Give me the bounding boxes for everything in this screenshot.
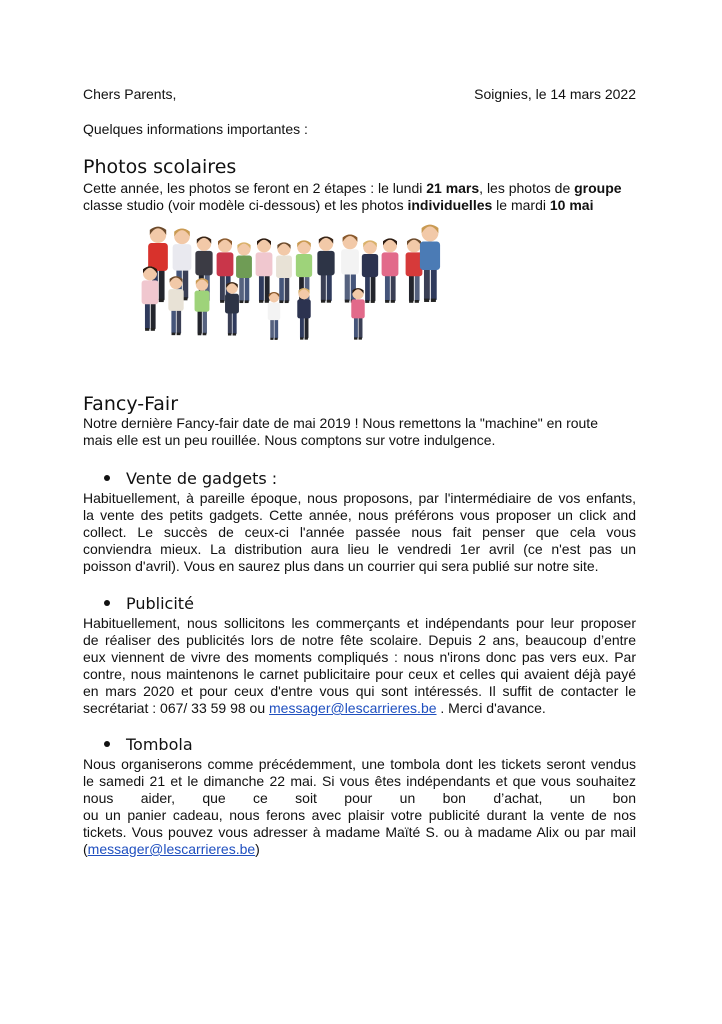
pub-line-5: en mars 2020 et pour ceux d'entre vous qui sont intéressés. Il suffit de contacter le bbox=[83, 683, 636, 699]
pub-line-2: de réaliser des publicités lors de notre fête scolaire. Depuis 2 ans, beaucoup d’entre bbox=[83, 632, 636, 648]
fancy-line-2: mais elle est un peu rouillée. Nous comptons sur votre indulgence. bbox=[83, 432, 496, 448]
bullet-icon bbox=[104, 600, 110, 606]
intro-text: Quelques informations importantes : bbox=[83, 121, 308, 137]
pub-line-3: eux viennent de vivre des moments compliqués : nous n'irons donc pas vers eux. Par bbox=[83, 649, 636, 665]
class-group-photo bbox=[132, 221, 452, 349]
photos-line-1: Cette année, les photos se feront en 2 étapes : le lundi 21 mars, les photos de groupe bbox=[83, 180, 622, 196]
bullet-icon bbox=[104, 741, 110, 747]
gadgets-line-4: conviendra mieux. La distribution aura lieu le vendredi 1er avril (ce n'est pas un bbox=[83, 541, 636, 557]
tombola-line-1: Nous organiserons comme précédemment, une tombola dont les tickets seront vendus bbox=[83, 756, 636, 772]
pub-line-1: Habituellement, nous sollicitons les commerçants et indépendants pour leur proposer bbox=[83, 615, 636, 631]
pub-line-6: secrétariat : 067/ 33 59 98 ou messager@lescarrieres.be . Merci d'avance. bbox=[83, 700, 546, 716]
tombola-line-6: (messager@lescarrieres.be) bbox=[83, 841, 260, 857]
gadgets-line-3: collect. Le succès de ceux-ci l'année passée nous fait penser que cela vous bbox=[83, 524, 636, 540]
tombola-line-2: le samedi 21 et le dimanche 22 mai. Si vous êtes indépendants et que vous souhaitez bbox=[83, 773, 636, 789]
pub-heading: Publicité bbox=[104, 594, 194, 613]
fancy-fair-heading: Fancy-Fair bbox=[83, 393, 178, 415]
tombola-email-link[interactable]: messager@lescarrieres.be bbox=[87, 841, 256, 857]
tombola-line-5: tickets. Vous pouvez vous adresser à madame Maïté S. ou à madame Alix ou par mail bbox=[83, 824, 636, 840]
tombola-heading: Tombola bbox=[104, 735, 193, 754]
place-date: Soignies, le 14 mars 2022 bbox=[474, 86, 636, 102]
gadgets-heading: Vente de gadgets : bbox=[104, 469, 277, 488]
gadgets-line-5: poisson d'avril). Vous en saurez plus dans un courrier qui sera publié sur notre site. bbox=[83, 558, 599, 574]
fancy-line-1: Notre dernière Fancy-fair date de mai 2019 ! Nous remettons la "machine" en route bbox=[83, 415, 598, 431]
tombola-line-4: ou un panier cadeau, nous ferons avec plaisir votre publicité durant la vente de nos bbox=[83, 807, 636, 823]
gadgets-line-2: la vente des petits gadgets. Cette année, nous préférons vous proposer un click and bbox=[83, 507, 636, 523]
pub-line-4: contre, nous maintenons le carnet publicitaire pour ceux et celles qui avaient déjà payé bbox=[83, 666, 636, 682]
bullet-icon bbox=[104, 475, 110, 481]
pub-email-link[interactable]: messager@lescarrieres.be bbox=[269, 700, 437, 716]
photos-heading: Photos scolaires bbox=[83, 156, 237, 178]
salutation: Chers Parents, bbox=[83, 86, 177, 102]
gadgets-line-1: Habituellement, à pareille époque, nous proposons, par l'intermédiaire de vos enfants, bbox=[83, 490, 636, 506]
photos-line-2: classe studio (voir modèle ci-dessous) et les photos individuelles le mardi 10 mai bbox=[83, 197, 594, 213]
tombola-line-3: nous aider, que ce soit pour un bon d’achat, un bon bbox=[83, 790, 636, 806]
